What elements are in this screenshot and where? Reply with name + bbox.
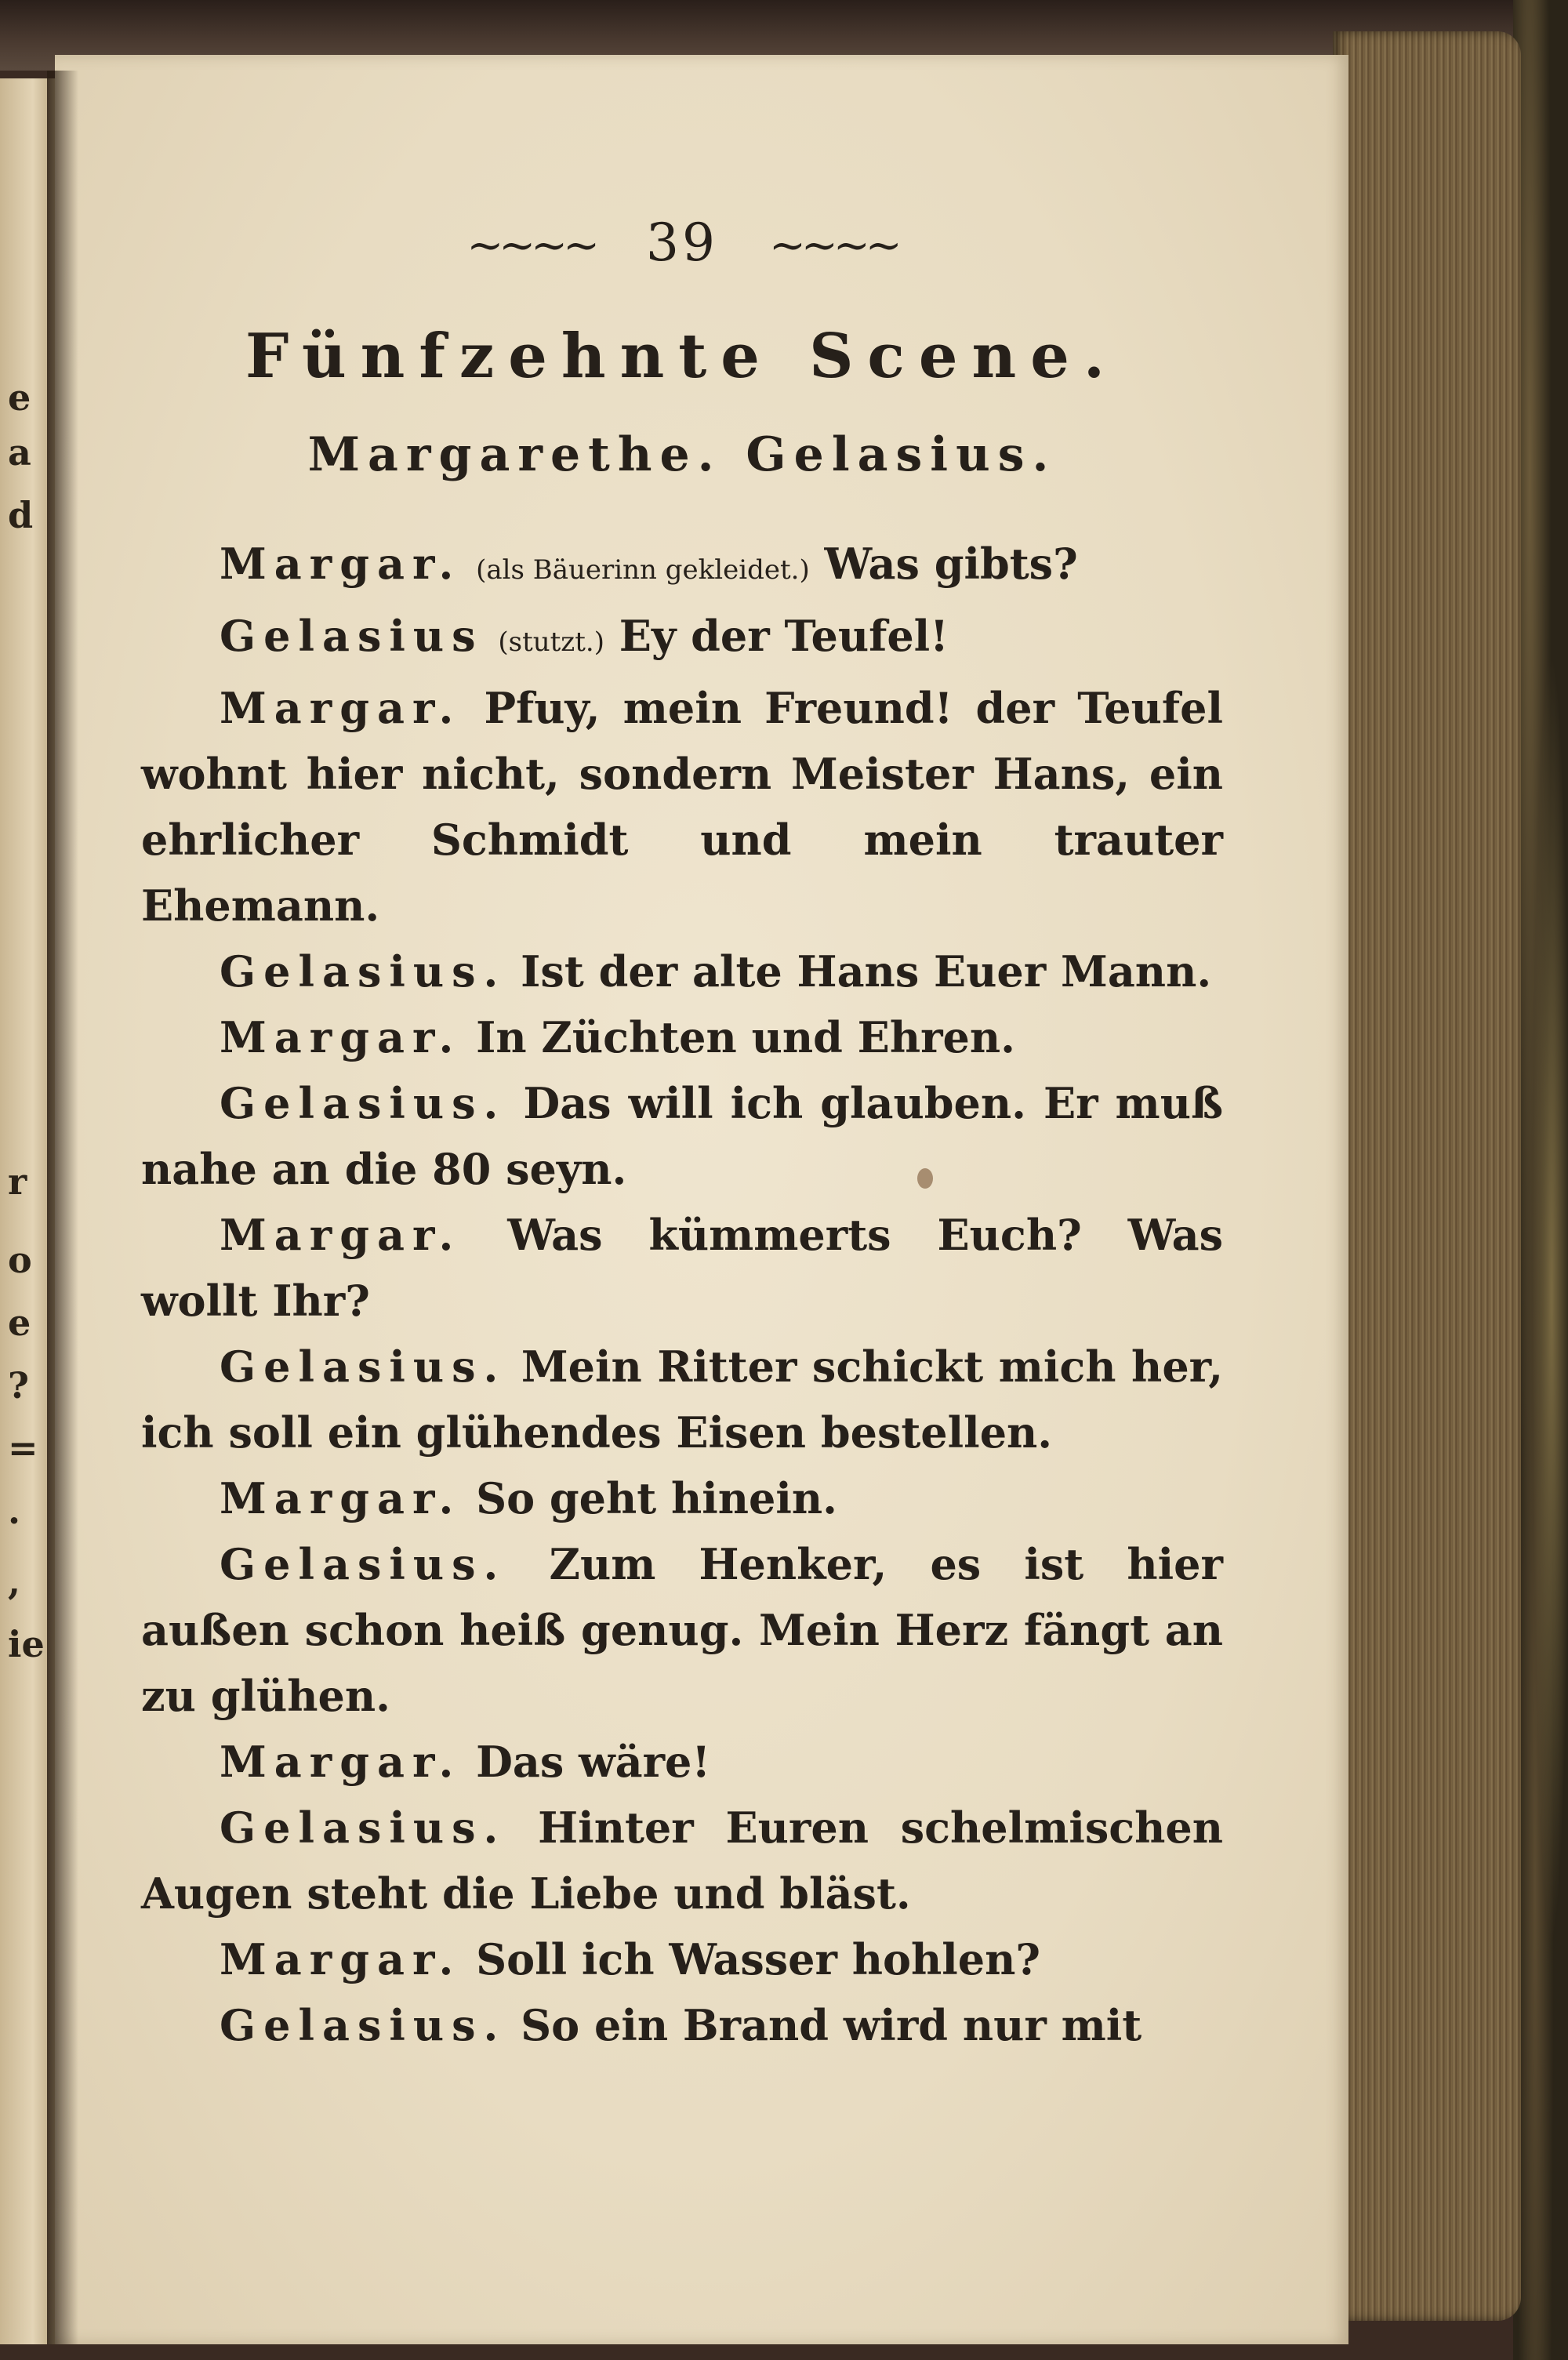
speaker: Margar. xyxy=(220,1473,462,1523)
speaker: Margar. xyxy=(220,1934,462,1984)
scene-title: Fünfzehnte Scene. xyxy=(245,321,1120,392)
page-edges xyxy=(1333,31,1521,2321)
dialogue-line xyxy=(141,1202,1223,1334)
dialogue-line xyxy=(141,939,1223,1004)
left-page-margin-chars xyxy=(5,376,47,1709)
speaker: Gelasius. xyxy=(220,946,506,997)
margin-char: . xyxy=(8,1490,21,1532)
speaker: Margar. xyxy=(220,1737,462,1787)
speech: In Züchten und Ehren. xyxy=(476,1012,1015,1062)
page-number: 39 xyxy=(646,212,718,273)
speech: Zum Henker, es ist hier außen schon heiß genug. Mein Herz fängt an zu glühen. xyxy=(141,1539,1223,1721)
book-cover-marbled xyxy=(1513,0,1568,2360)
speaker: Gelasius. xyxy=(220,1342,506,1392)
header-ornament-right: ~~~~ xyxy=(768,220,898,271)
speech: Pfuy, mein Freund! der Teufel wohnt hier nicht, sondern Meister Hans, ein ehrlicher Schmidt und mein trauter Ehemann. xyxy=(141,683,1223,931)
stage-direction: (als Bäuerinn gekleidet.) xyxy=(476,554,810,586)
dialogue-line xyxy=(141,1004,1223,1070)
scene-persons: Margarethe. Gelasius. xyxy=(307,427,1057,482)
margin-char: o xyxy=(8,1239,32,1281)
speech: Ist der alte Hans Euer Mann. xyxy=(521,946,1212,997)
dialogue-line xyxy=(141,675,1223,939)
margin-char: r xyxy=(8,1160,27,1203)
header-ornament-left: ~~~~ xyxy=(466,220,596,271)
speaker: Margar. xyxy=(220,1210,462,1260)
speaker: Margar. xyxy=(220,539,462,589)
margin-char: , xyxy=(8,1560,21,1603)
speech: Das will ich glauben. Er muß nahe an die 80 seyn. xyxy=(141,1078,1223,1194)
dialogue-line xyxy=(141,1926,1223,1992)
margin-char: a xyxy=(8,431,31,474)
gutter-shadow xyxy=(47,71,78,2344)
margin-char: ie xyxy=(8,1623,45,1665)
dialogue-line xyxy=(141,1992,1223,2058)
dialogue-line xyxy=(141,1795,1223,1926)
speaker: Gelasius xyxy=(220,611,484,661)
margin-char: = xyxy=(8,1427,38,1469)
dialogue-line xyxy=(141,1465,1223,1531)
dialogue-line xyxy=(141,1070,1223,1202)
book-page xyxy=(55,55,1348,2344)
page-header xyxy=(141,200,1223,286)
speech: Was gibts? xyxy=(824,539,1078,589)
dialogue-line xyxy=(141,1334,1223,1465)
speech: Ey der Teufel! xyxy=(619,611,949,661)
dialogue-line xyxy=(141,1531,1223,1729)
margin-char: e xyxy=(8,376,31,419)
speech: So geht hinein. xyxy=(476,1473,837,1523)
dialogue-line xyxy=(141,603,1223,675)
margin-char: d xyxy=(8,494,34,536)
speaker: Gelasius. xyxy=(220,1078,506,1128)
speech: Mein Ritter schickt mich her, ich soll ein glühendes Eisen bestellen. xyxy=(141,1342,1223,1458)
speech: Soll ich Wasser hohlen? xyxy=(476,1934,1041,1984)
page-content xyxy=(141,200,1223,2058)
speaker: Gelasius. xyxy=(220,1539,506,1589)
speech: Das wäre! xyxy=(476,1737,711,1787)
dialogue-line xyxy=(141,531,1223,603)
speaker: Gelasius. xyxy=(220,1803,506,1853)
speaker: Margar. xyxy=(220,683,462,733)
speaker: Gelasius. xyxy=(220,2000,506,2050)
speech: So ein Brand wird nur mit xyxy=(521,2000,1142,2050)
speaker: Margar. xyxy=(220,1012,462,1062)
stage-direction: (stutzt.) xyxy=(498,626,604,658)
margin-char: e xyxy=(8,1302,31,1344)
dialogue-line xyxy=(141,1729,1223,1795)
dialogue xyxy=(141,531,1223,2058)
margin-char: ? xyxy=(8,1364,29,1407)
speech: Hinter Euren schelmischen Augen steht die Liebe und bläst. xyxy=(141,1803,1223,1919)
speech: Was kümmerts Euch? Was wollt Ihr? xyxy=(141,1210,1223,1326)
